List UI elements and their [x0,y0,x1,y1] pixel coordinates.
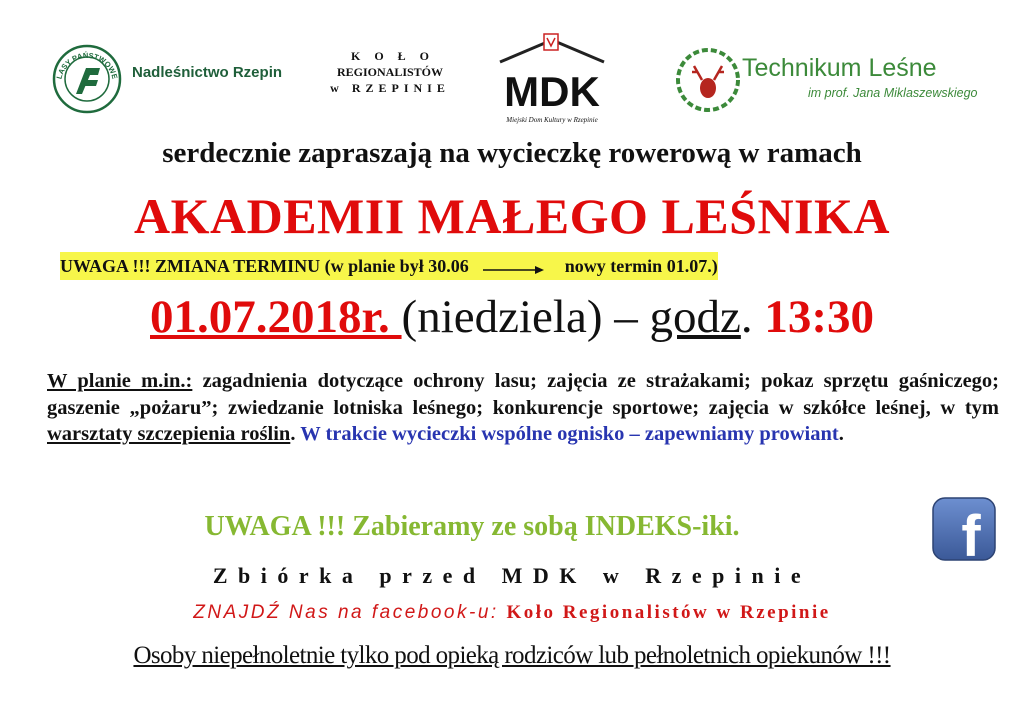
technikum-lesne-logo [676,48,740,112]
program-dot-2: . [838,423,844,445]
lasy-panstwowe-logo [52,44,122,114]
invite-line: serdecznie zapraszają na wycieczkę rowerową w ramach [162,137,862,169]
date-value: 01.07.2018r. [150,291,402,343]
svg-text:f: f [961,504,981,562]
event-date [0,290,1024,344]
index-reminder: UWAGA !!! Zabieramy ze sobą INDEKS-iki. [204,511,740,542]
svg-text:Miejski Dom Kultury w Rzepinie: Miejski Dom Kultury w Rzepinie [506,116,598,124]
minors-note: Osoby niepełnoletnie tylko pod opieką rodziców lub pełnoletnich opiekunów !!! [133,642,891,669]
event-title: AKADEMII MAŁEGO LEŚNIKA [133,188,891,244]
meeting-point: Zbiórka przed MDK w Rzepinie [212,563,812,588]
godz-label: godz [649,291,741,343]
kolo-regionalistow-logo [330,48,450,96]
program-workshop: warsztaty szczepienia roślin [47,423,291,445]
technikum-subtitle: im prof. Jana Miklaszewskiego [808,86,978,100]
facebook-line [0,602,1024,624]
time-value: 13:30 [764,291,874,343]
technikum-name: Technikum Leśne [742,54,937,82]
facebook-prefix: ZNAJDŹ Nas na facebook-u: [193,602,507,623]
program-text: zagadnienia dotyczące ochrony lasu; zajęcia ze strażakami; pokaz sprzętu gaśniczego; gaszenie „pożaru”; zwiedzanie lotniska leśnego; konkurencje sportowe; zajęcia w szkółce leśnej, w tym [47,370,1000,419]
program-label: W planie m.in.: [47,370,193,392]
program-description [47,368,999,448]
arrow-right-icon [483,260,545,272]
nadlesnictwo-name: Nadleśnictwo Rzepin [132,64,283,81]
program-dot-1: . [290,423,301,445]
mdk-logo [494,32,610,128]
weekday: (niedziela) – [401,291,650,343]
facebook-icon [931,496,997,562]
svg-text:LASY PAŃSTWOWE: LASY PAŃSTWOWE [54,50,120,80]
godz-dot: . [740,291,765,343]
program-bonfire: W trakcie wycieczki wspólne ognisko – zapewniamy prowiant [300,423,839,445]
kolo-line-3: w RZEPINIE [330,81,450,95]
notice-new-term: nowy termin 01.07.) [564,255,718,276]
svg-text:MDK: MDK [504,68,600,115]
notice-old-term: UWAGA !!! ZMIANA TERMINU (w planie był 30.06 [60,255,469,276]
kolo-line-1: KOŁO [350,49,443,63]
date-change-notice [60,252,718,280]
facebook-page-name: Koło Regionalistów w Rzepinie [506,602,831,623]
kolo-line-2: REGIONALISTÓW [336,65,444,79]
